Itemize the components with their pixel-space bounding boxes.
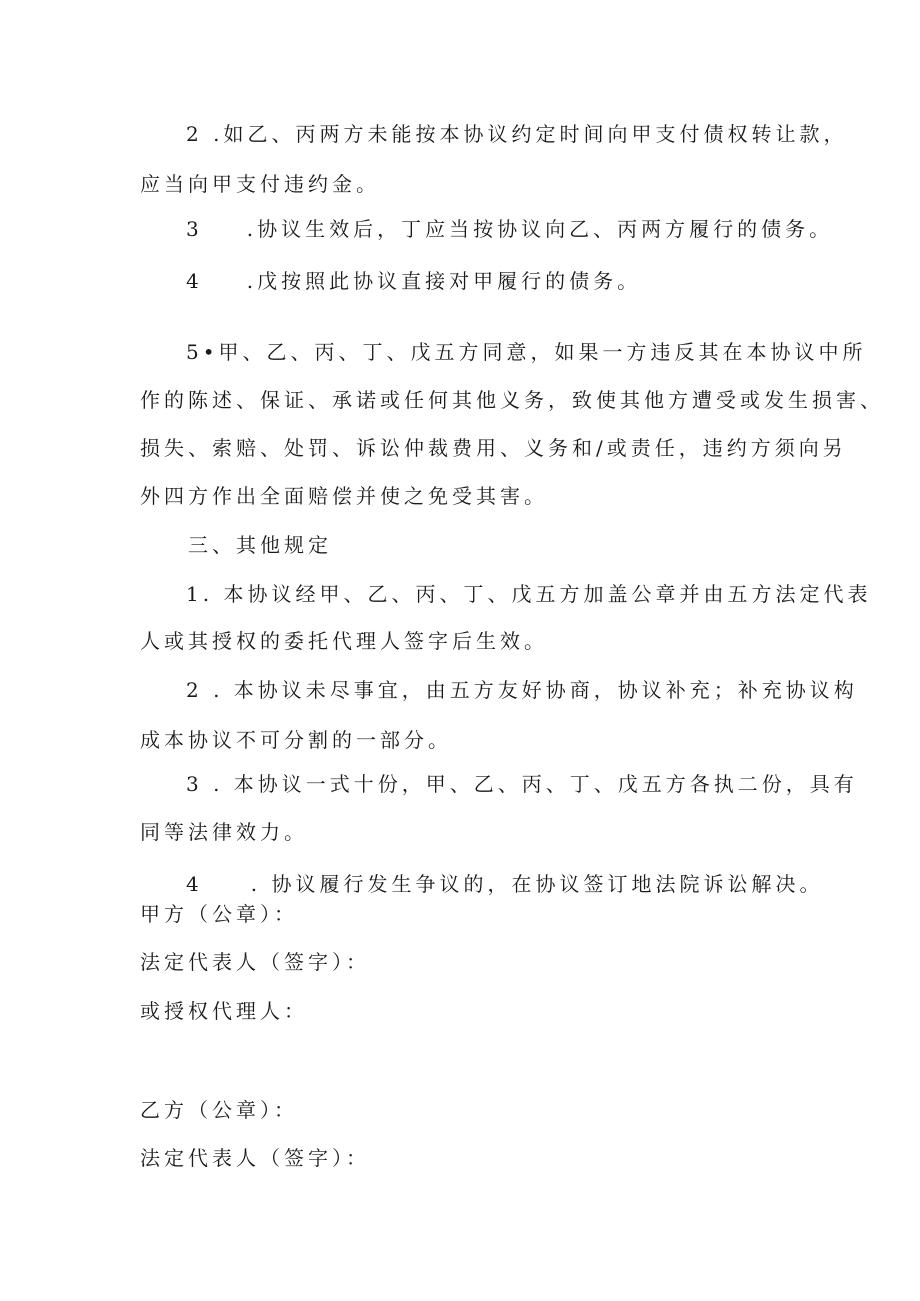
clause-5-line-2: 作的陈述、保证、承诺或任何其他义务，致使其他方遭受或发生损害、 — [140, 388, 884, 412]
other-clause-2-line-1: 2 . 本协议未尽事宜，由五方友好协商，协议补充；补充协议构 — [186, 678, 858, 702]
clause-3 — [186, 215, 833, 243]
clause-5-line-3: 损失、索赔、处罚、诉讼仲裁费用、义务和/或责任，违约方须向另 — [140, 436, 847, 460]
clause-4-number: 4 — [186, 269, 203, 293]
other-clause-4-text: . 协议履行发生争议的，在协议签订地法院诉讼解决。 — [250, 872, 824, 896]
clause-3-text: .协议生效后，丁应当按协议向乙、丙两方履行的债务。 — [246, 217, 834, 241]
other-clause-4 — [186, 870, 823, 898]
clause-4 — [186, 267, 641, 295]
other-clause-1-line-2: 人或其授权的委托代理人签字后生效。 — [140, 629, 548, 653]
clause-2-line-2: 应当向甲支付违约金。 — [140, 172, 380, 196]
party-a-agent-label: 或授权代理人： — [140, 999, 308, 1023]
party-a-seal-label: 甲方（公章）： — [140, 902, 298, 926]
other-clause-1-line-1: 1. 本协议经甲、乙、丙、丁、戊五方加盖公章并由五方法定代表 — [186, 582, 872, 606]
party-b-seal-label: 乙方（公章）： — [140, 1098, 298, 1122]
clause-5-line-4: 外四方作出全面赔偿并使之免受其害。 — [140, 484, 548, 508]
clause-5-line-1: 5•甲、乙、丙、丁、戊五方同意，如果一方违反其在本协议中所 — [186, 340, 867, 364]
other-clause-3-line-1: 3 . 本协议一式十份，甲、乙、丙、丁、戊五方各执二份，具有 — [186, 772, 858, 796]
clause-2-line-1: 2 .如乙、丙两方未能按本协议约定时间向甲支付债权转让款， — [186, 122, 848, 146]
other-clause-3-line-2: 同等法律效力。 — [140, 820, 308, 844]
party-b-representative-label: 法定代表人（签字）： — [140, 1146, 370, 1170]
clause-3-number: 3 — [186, 217, 203, 241]
other-clause-2-line-2: 成本协议不可分割的一部分。 — [140, 728, 452, 752]
clause-4-text: .戊按照此协议直接对甲履行的债务。 — [246, 269, 642, 293]
other-clause-4-number: 4 — [186, 872, 203, 896]
party-a-representative-label: 法定代表人（签字）： — [140, 950, 370, 974]
section-3-heading: 三、其他规定 — [188, 533, 332, 557]
